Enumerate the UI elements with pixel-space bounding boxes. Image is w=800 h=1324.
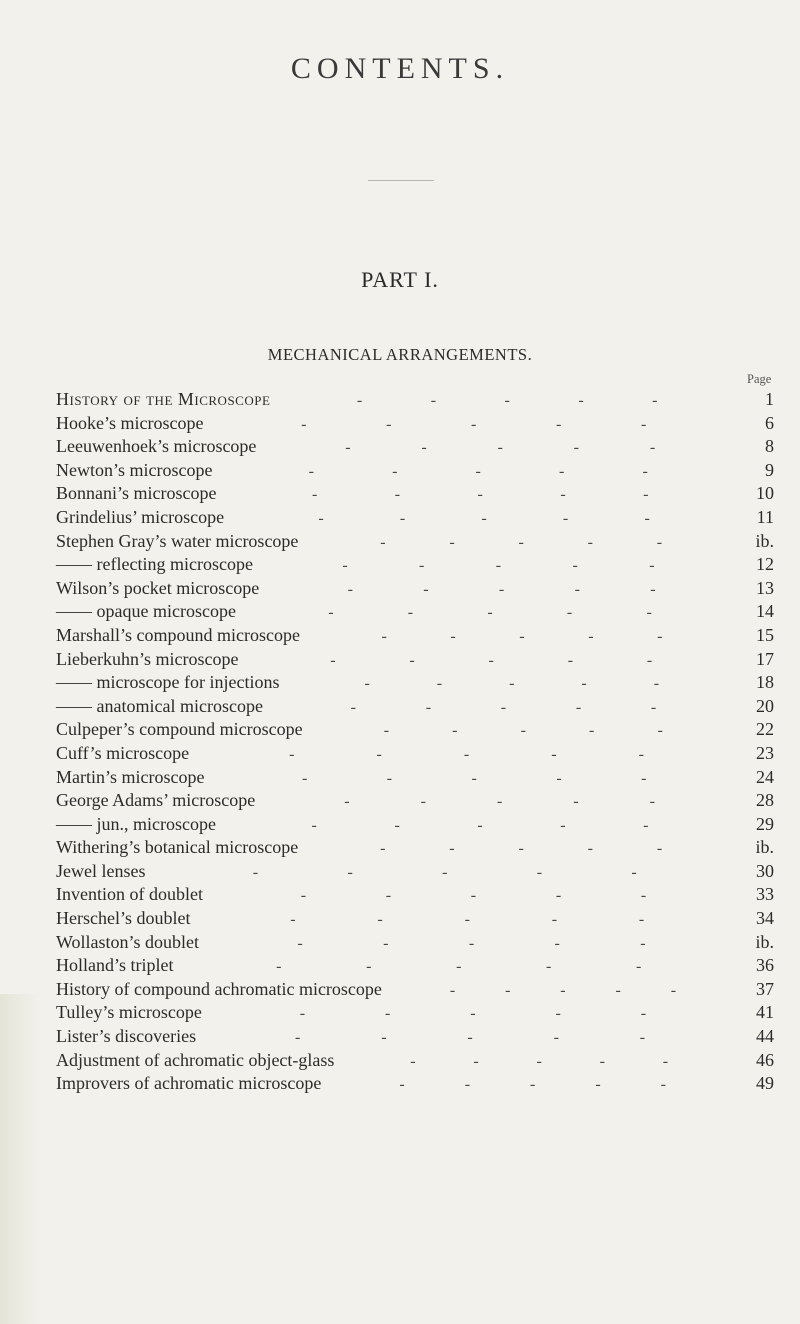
dot-leader xyxy=(259,578,730,602)
toc-entry xyxy=(56,600,774,624)
leader-dash: - xyxy=(380,533,386,551)
leader-dash: - xyxy=(381,627,387,645)
leader-dash: - xyxy=(551,911,558,929)
toc-entry-page: ib. xyxy=(755,931,774,952)
toc-entry xyxy=(56,836,774,860)
leader-dash: - xyxy=(646,651,653,669)
toc-entry-page: 14 xyxy=(756,601,774,622)
toc-entry xyxy=(56,1049,774,1073)
dot-leader xyxy=(298,531,730,555)
toc-entry xyxy=(56,742,774,766)
toc-entry xyxy=(56,789,774,813)
leader-dash: - xyxy=(589,722,595,740)
dot-leader xyxy=(199,932,730,956)
toc-entry-page: 33 xyxy=(756,884,774,905)
leader-dash: - xyxy=(560,486,566,504)
toc-entry-title: Improvers of achromatic microscope xyxy=(56,1073,322,1094)
toc-entry-title: George Adams’ microscope xyxy=(56,790,256,811)
leader-dash: - xyxy=(615,981,621,999)
leader-dash: - xyxy=(656,840,663,858)
leader-dash: - xyxy=(642,462,648,480)
leader-dash: - xyxy=(386,415,392,433)
toc-entry-page: 29 xyxy=(756,813,774,834)
toc-entry-page: 12 xyxy=(756,554,774,575)
leader-dash: - xyxy=(290,911,296,929)
toc-entry-title: Bonnani’s microscope xyxy=(56,483,217,504)
leader-dash: - xyxy=(345,439,351,457)
toc-entry-page: 18 xyxy=(756,672,774,693)
leader-dash: - xyxy=(364,675,370,693)
leader-dash: - xyxy=(520,722,526,740)
leader-dash: - xyxy=(470,1005,476,1023)
leader-dash: - xyxy=(366,958,372,976)
toc-entry-page: 22 xyxy=(756,719,774,740)
leader-dash: - xyxy=(383,934,389,952)
leader-dash: - xyxy=(385,1005,391,1023)
leader-dash: - xyxy=(423,580,429,598)
toc-entry-title: Leeuwenhoek’s microscope xyxy=(56,436,257,457)
leader-dash: - xyxy=(519,627,525,645)
leader-dash: - xyxy=(636,958,642,976)
leader-dash: - xyxy=(546,958,552,976)
leader-dash: - xyxy=(477,486,483,504)
dot-leader xyxy=(300,625,730,649)
toc-entry xyxy=(56,1001,774,1025)
toc-entry-page: 30 xyxy=(756,860,774,881)
leader-dash: - xyxy=(567,651,574,669)
leader-dash: - xyxy=(649,439,656,457)
toc-entry-title: Herschel’s doublet xyxy=(56,908,191,929)
leader-dash: - xyxy=(463,745,470,763)
toc-entry-title: Wollaston’s doublet xyxy=(56,931,200,952)
leader-dash: - xyxy=(409,651,415,669)
leader-dash: - xyxy=(473,1052,479,1070)
toc-entry-page: 36 xyxy=(756,955,774,976)
leader-dash: - xyxy=(509,675,515,693)
leader-dash: - xyxy=(573,439,579,457)
toc-entry xyxy=(56,766,774,790)
leader-dash: - xyxy=(641,769,647,787)
leader-dash: - xyxy=(588,627,594,645)
leader-dash: - xyxy=(385,887,392,905)
toc-entry-title: Lister’s discoveries xyxy=(56,1026,197,1047)
leader-dash: - xyxy=(555,887,562,905)
toc-entry-title: Adjustment of achromatic object-glass xyxy=(56,1049,335,1070)
leader-dash: - xyxy=(640,887,647,905)
leader-dash: - xyxy=(657,627,663,645)
leader-dash: - xyxy=(300,887,307,905)
leader-dash: - xyxy=(347,863,353,881)
leader-dash: - xyxy=(299,1005,306,1023)
toc-entry xyxy=(56,506,774,530)
page-column-label: Page xyxy=(747,372,772,386)
leader-dash: - xyxy=(536,1052,542,1070)
toc-entry xyxy=(56,954,774,978)
toc-entry xyxy=(56,1025,774,1049)
dot-leader xyxy=(190,908,730,932)
leader-dash: - xyxy=(560,816,566,834)
leader-dash: - xyxy=(464,911,470,929)
toc-entry-title: Cuff’s microscope xyxy=(56,742,190,763)
leader-dash: - xyxy=(644,509,650,527)
leader-dash: - xyxy=(653,675,660,693)
leader-dash: - xyxy=(301,769,308,787)
dot-leader xyxy=(216,814,730,838)
toc-entry-page: ib. xyxy=(755,530,774,551)
leader-dash: - xyxy=(419,557,425,575)
toc-entry-page: 17 xyxy=(756,648,774,669)
leader-dash: - xyxy=(449,981,456,999)
dot-leader xyxy=(204,767,730,791)
leader-dash: - xyxy=(430,392,437,409)
dot-leader xyxy=(212,460,730,484)
leader-dash: - xyxy=(442,863,448,881)
toc-entry xyxy=(56,860,774,884)
leader-dash: - xyxy=(477,816,483,834)
leader-dash: - xyxy=(555,1005,561,1023)
toc-entry-page: 23 xyxy=(756,742,774,763)
toc-entry-page: 34 xyxy=(756,908,774,929)
leader-dash: - xyxy=(399,1076,405,1094)
leader-dash: - xyxy=(399,509,406,527)
toc-entry-title: —— microscope for injections xyxy=(56,672,280,693)
leader-dash: - xyxy=(342,557,348,575)
leader-dash: - xyxy=(456,958,462,976)
dot-leader xyxy=(298,837,730,861)
dot-leader xyxy=(203,413,730,437)
leader-dash: - xyxy=(377,911,383,929)
leader-dash: - xyxy=(662,1052,669,1070)
leader-dash: - xyxy=(330,651,336,669)
leader-dash: - xyxy=(656,533,663,551)
leader-dash: - xyxy=(311,816,317,834)
toc-entry-title: Newton’s microscope xyxy=(56,459,213,480)
leader-dash: - xyxy=(392,462,398,480)
leader-dash: - xyxy=(536,863,543,881)
leader-dash: - xyxy=(464,1076,471,1094)
leader-dash: - xyxy=(449,533,455,551)
leader-dash: - xyxy=(350,698,356,716)
paper-stain xyxy=(0,994,40,1324)
toc-entry xyxy=(56,883,774,907)
part-heading: PART I. xyxy=(361,267,439,292)
leader-dash: - xyxy=(640,415,647,433)
toc-entry-title: Invention of doublet xyxy=(56,884,203,905)
toc-entry-page: ib. xyxy=(755,837,774,858)
dot-leader xyxy=(189,743,730,767)
toc-entry-page: 44 xyxy=(756,1026,774,1047)
dot-leader xyxy=(196,1026,730,1050)
toc-entry xyxy=(56,907,774,931)
toc-entry-title: Marshall’s compound microscope xyxy=(56,624,300,645)
leader-dash: - xyxy=(468,934,475,952)
leader-dash: - xyxy=(450,627,456,645)
dot-leader xyxy=(263,696,730,720)
toc-entry-title: Stephen Gray’s water microscope xyxy=(56,530,299,551)
toc-entry-title: Grindelius’ microscope xyxy=(56,506,225,527)
leader-dash: - xyxy=(554,934,560,952)
leader-dash: - xyxy=(646,604,652,622)
leader-dash: - xyxy=(551,745,557,763)
toc-entry xyxy=(56,931,774,955)
leader-dash: - xyxy=(639,1029,646,1047)
dot-leader xyxy=(334,1050,730,1074)
leader-dash: - xyxy=(475,462,481,480)
dot-leader xyxy=(145,861,730,885)
toc-entry-page: 41 xyxy=(756,1002,774,1023)
leader-dash: - xyxy=(425,698,432,716)
leader-dash: - xyxy=(421,439,427,457)
toc-entry xyxy=(56,435,774,459)
toc-entry-title: Jewel lenses xyxy=(56,860,146,881)
toc-entry xyxy=(56,388,774,412)
leader-dash: - xyxy=(640,934,646,952)
leader-dash: - xyxy=(649,793,655,811)
leader-dash: - xyxy=(498,580,505,598)
leader-dash: - xyxy=(436,675,443,693)
toc-entry xyxy=(56,813,774,837)
toc-entry-page: 13 xyxy=(756,577,774,598)
toc-entry xyxy=(56,695,774,719)
toc-entry-page: 11 xyxy=(756,506,774,527)
toc-entry xyxy=(56,482,774,506)
leader-dash: - xyxy=(487,604,493,622)
leader-dash: - xyxy=(650,698,657,716)
dot-leader xyxy=(216,483,730,507)
toc-entry-title: Hooke’s microscope xyxy=(56,412,204,433)
toc-entry-title: Tulley’s microscope xyxy=(56,1002,202,1023)
toc-entry-page: 28 xyxy=(756,790,774,811)
leader-dash: - xyxy=(657,722,663,740)
leader-dash: - xyxy=(595,1076,601,1094)
leader-dash: - xyxy=(297,934,303,952)
toc-entry-page: 1 xyxy=(765,389,774,409)
leader-dash: - xyxy=(289,745,295,763)
toc-entry xyxy=(56,1072,774,1096)
leader-dash: - xyxy=(649,557,655,575)
leader-dash: - xyxy=(640,1005,647,1023)
leader-dash: - xyxy=(643,816,649,834)
toc-entry-title: —— opaque microscope xyxy=(56,601,236,622)
toc-entry xyxy=(56,412,774,436)
leader-dash: - xyxy=(599,1052,605,1070)
dot-leader xyxy=(270,389,730,413)
table-of-contents xyxy=(56,388,774,1096)
toc-entry xyxy=(56,577,774,601)
leader-dash: - xyxy=(560,981,566,999)
dot-leader xyxy=(303,719,730,743)
leader-dash: - xyxy=(496,793,503,811)
toc-entry-title: —— reflecting microscope xyxy=(56,554,253,575)
leader-dash: - xyxy=(631,863,637,881)
toc-entry-title: History of the Microscope xyxy=(56,389,271,409)
toc-entry-page: 10 xyxy=(756,483,774,504)
toc-entry-title: Wilson’s pocket microscope xyxy=(56,577,260,598)
toc-entry-page: 24 xyxy=(756,766,774,787)
toc-entry-page: 8 xyxy=(765,436,774,457)
leader-dash: - xyxy=(410,1052,416,1070)
toc-entry xyxy=(56,671,774,695)
leader-dash: - xyxy=(301,415,307,433)
leader-dash: - xyxy=(660,1076,666,1094)
leader-dash: - xyxy=(328,604,334,622)
leader-dash: - xyxy=(471,769,477,787)
toc-entry-title: Culpeper’s compound microscope xyxy=(56,719,303,740)
dot-leader xyxy=(173,955,730,979)
leader-dash: - xyxy=(578,392,584,409)
leader-dash: - xyxy=(556,769,562,787)
toc-entry-title: Holland’s triplet xyxy=(56,955,174,976)
leader-dash: - xyxy=(670,981,677,999)
dot-leader xyxy=(382,979,730,1003)
dot-leader xyxy=(255,790,730,814)
page-title: CONTENTS. xyxy=(290,52,510,85)
leader-dash: - xyxy=(488,651,494,669)
leader-dash: - xyxy=(638,911,645,929)
dot-leader xyxy=(224,507,730,531)
toc-entry-title: —— anatomical microscope xyxy=(56,695,263,716)
toc-entry-title: Withering’s botanical microscope xyxy=(56,837,299,858)
leader-dash: - xyxy=(575,698,582,716)
leader-dash: - xyxy=(530,1076,536,1094)
toc-entry-page: 37 xyxy=(756,978,774,999)
leader-dash: - xyxy=(470,887,477,905)
toc-entry xyxy=(56,648,774,672)
leader-dash: - xyxy=(276,958,282,976)
leader-dash: - xyxy=(638,745,644,763)
leader-dash: - xyxy=(652,392,658,409)
leader-dash: - xyxy=(566,604,573,622)
leader-dash: - xyxy=(500,698,507,716)
toc-entry-title: History of compound achromatic microscope xyxy=(56,978,382,999)
leader-dash: - xyxy=(497,439,503,457)
toc-entry xyxy=(56,553,774,577)
leader-dash: - xyxy=(650,580,656,598)
toc-entry xyxy=(56,624,774,648)
toc-entry xyxy=(56,718,774,742)
toc-entry-page: 20 xyxy=(756,695,774,716)
leader-dash: - xyxy=(581,675,587,693)
leader-dash: - xyxy=(481,509,487,527)
leader-dash: - xyxy=(556,415,562,433)
dot-leader xyxy=(236,601,730,625)
toc-entry-page: 49 xyxy=(756,1073,774,1094)
leader-dash: - xyxy=(553,1029,559,1047)
leader-dash: - xyxy=(467,1029,473,1047)
toc-entry-title: Martin’s microscope xyxy=(56,766,205,787)
leader-dash: - xyxy=(495,557,502,575)
leader-dash: - xyxy=(518,840,524,858)
leader-dash: - xyxy=(394,486,401,504)
dot-leader xyxy=(202,1002,730,1026)
dot-leader xyxy=(279,672,730,696)
leader-dash: - xyxy=(311,486,318,504)
leader-dash: - xyxy=(504,392,510,409)
toc-entry-page: 6 xyxy=(765,412,774,433)
leader-dash: - xyxy=(643,486,649,504)
leader-dash: - xyxy=(394,816,400,834)
leader-dash: - xyxy=(449,840,455,858)
leader-dash: - xyxy=(572,557,578,575)
divider-rule xyxy=(368,180,434,181)
leader-dash: - xyxy=(376,745,382,763)
toc-entry-page: 46 xyxy=(756,1049,774,1070)
leader-dash: - xyxy=(574,580,580,598)
leader-dash: - xyxy=(380,840,386,858)
leader-dash: - xyxy=(356,392,363,409)
leader-dash: - xyxy=(505,981,511,999)
dot-leader xyxy=(256,436,730,460)
toc-entry xyxy=(56,530,774,554)
leader-dash: - xyxy=(381,1029,387,1047)
leader-dash: - xyxy=(573,793,579,811)
leader-dash: - xyxy=(295,1029,301,1047)
dot-leader xyxy=(321,1073,730,1097)
leader-dash: - xyxy=(587,533,593,551)
dot-leader xyxy=(203,884,730,908)
toc-entry xyxy=(56,459,774,483)
leader-dash: - xyxy=(386,769,393,787)
leader-dash: - xyxy=(471,415,477,433)
toc-entry-title: Lieberkuhn’s microscope xyxy=(56,648,239,669)
leader-dash: - xyxy=(559,462,565,480)
leader-dash: - xyxy=(252,863,259,881)
leader-dash: - xyxy=(562,509,569,527)
leader-dash: - xyxy=(518,533,524,551)
toc-entry-page: 15 xyxy=(756,624,774,645)
section-heading: MECHANICAL ARRANGEMENTS. xyxy=(267,345,533,364)
leader-dash: - xyxy=(308,462,314,480)
toc-entry xyxy=(56,978,774,1002)
leader-dash: - xyxy=(383,722,390,740)
leader-dash: - xyxy=(452,722,458,740)
dot-leader xyxy=(253,554,730,578)
leader-dash: - xyxy=(587,840,593,858)
dot-leader xyxy=(238,649,730,673)
leader-dash: - xyxy=(318,509,324,527)
toc-entry-title: —— jun., microscope xyxy=(56,813,216,834)
leader-dash: - xyxy=(420,793,426,811)
leader-dash: - xyxy=(407,604,414,622)
toc-entry-page: 9 xyxy=(765,459,774,480)
leader-dash: - xyxy=(347,580,353,598)
leader-dash: - xyxy=(344,793,350,811)
